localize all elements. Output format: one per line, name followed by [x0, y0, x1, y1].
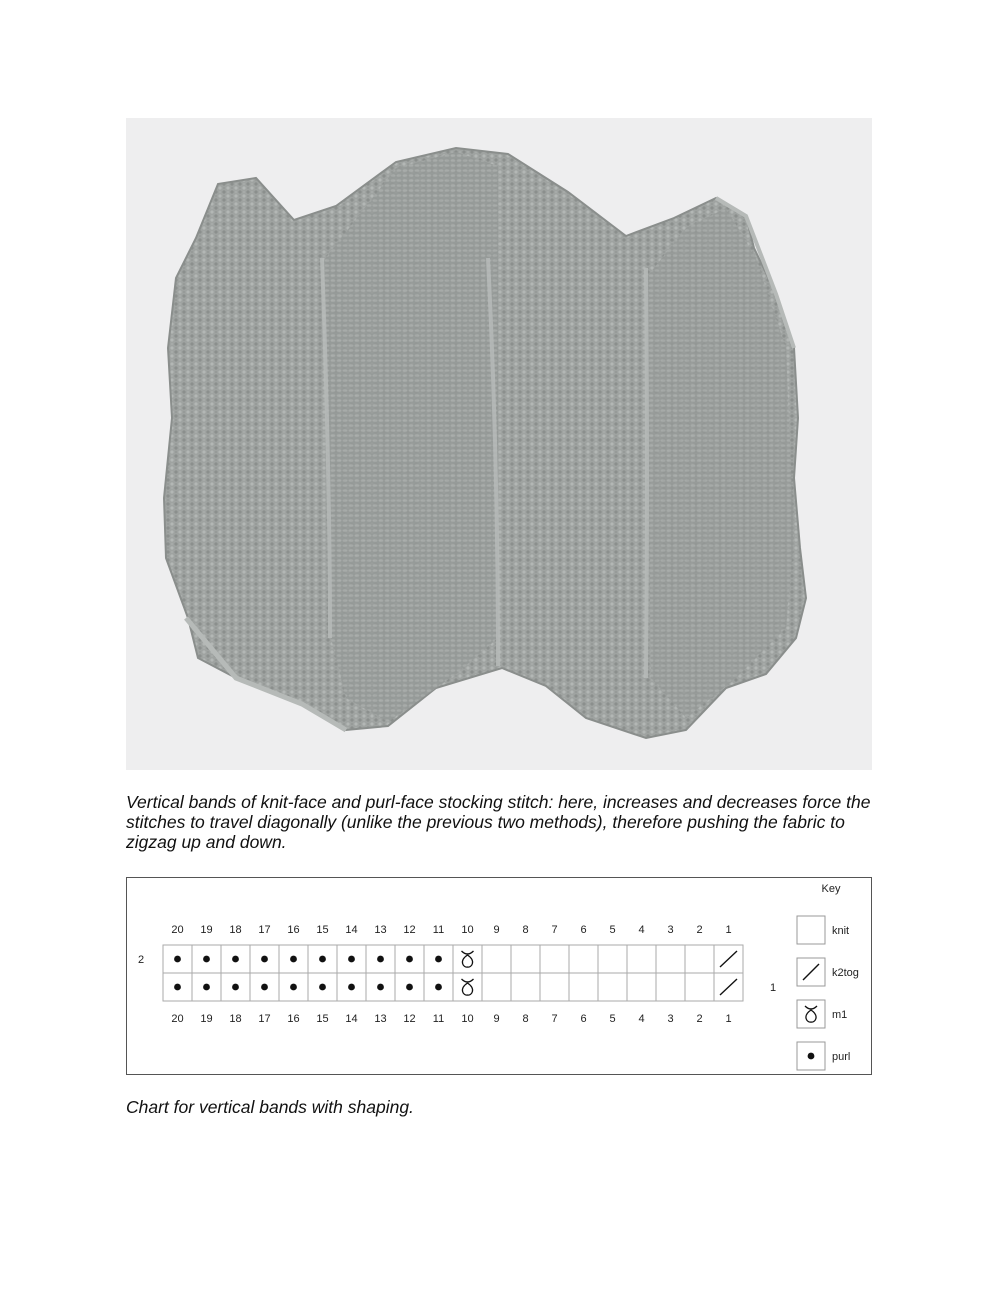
column-number-bottom: 5	[609, 1013, 616, 1025]
column-number-bottom: 6	[580, 1013, 587, 1025]
chart-cell	[598, 945, 627, 973]
purl-symbol	[232, 984, 239, 991]
key-label-purl: purl	[832, 1051, 851, 1063]
chart-cell	[453, 973, 482, 1001]
column-number-top: 9	[493, 924, 500, 936]
purl-symbol	[377, 984, 384, 991]
column-number-top: 7	[551, 924, 558, 936]
purl-symbol	[261, 984, 268, 991]
column-number-top: 8	[522, 924, 529, 936]
chart-cell	[540, 945, 569, 973]
purl-symbol	[174, 984, 181, 991]
chart-cell	[656, 945, 685, 973]
chart-cell	[685, 973, 714, 1001]
chart-cell	[598, 973, 627, 1001]
column-number-top: 17	[258, 924, 271, 936]
column-number-bottom: 10	[461, 1013, 474, 1025]
column-number-top: 18	[229, 924, 242, 936]
swatch-photo	[126, 118, 872, 770]
column-number-top: 16	[287, 924, 300, 936]
column-number-top: 4	[638, 924, 645, 936]
stitch-chart	[126, 877, 872, 1075]
purl-symbol	[808, 1053, 815, 1060]
row-number: 2	[137, 954, 145, 966]
chart-cell	[453, 945, 482, 973]
column-number-top: 14	[345, 924, 358, 936]
purl-symbol	[435, 956, 442, 963]
column-number-bottom: 1	[725, 1013, 732, 1025]
purl-symbol	[174, 956, 181, 963]
purl-symbol	[203, 956, 210, 963]
chart-caption: Chart for vertical bands with shaping.	[126, 1097, 414, 1117]
column-number-top: 19	[200, 924, 213, 936]
purl-symbol	[232, 956, 239, 963]
column-number-bottom: 12	[403, 1013, 416, 1025]
key-title: Key	[821, 883, 841, 895]
purl-symbol	[435, 984, 442, 991]
column-number-bottom: 4	[638, 1013, 645, 1025]
column-number-top: 1	[725, 924, 732, 936]
column-number-bottom: 17	[258, 1013, 271, 1025]
row-number: 1	[769, 982, 777, 994]
column-number-bottom: 8	[522, 1013, 529, 1025]
column-number-top: 12	[403, 924, 416, 936]
swatch-illustration	[126, 118, 872, 770]
column-number-bottom: 16	[287, 1013, 300, 1025]
column-number-bottom: 9	[493, 1013, 500, 1025]
key-label-m1: m1	[832, 1009, 848, 1021]
photo-caption: Vertical bands of knit-face and purl-face stocking stitch: here, increases and decreases force the stitches to travel diagonally (unlike the previous two methods), therefore pushing the fabric to zigzag up and down.	[126, 792, 871, 852]
purl-symbol	[290, 956, 297, 963]
purl-symbol	[377, 956, 384, 963]
band-2	[498, 200, 646, 714]
chart-cell	[656, 973, 685, 1001]
column-number-top: 13	[374, 924, 387, 936]
purl-symbol	[261, 956, 268, 963]
column-number-bottom: 11	[432, 1013, 445, 1025]
chart-cell	[685, 945, 714, 973]
key-swatch-knit	[797, 916, 825, 944]
key-label-knit: knit	[832, 925, 850, 937]
chart-cell	[482, 945, 511, 973]
purl-symbol	[319, 984, 326, 991]
column-number-bottom: 3	[667, 1013, 674, 1025]
chart-cell	[569, 973, 598, 1001]
purl-symbol	[348, 984, 355, 991]
column-number-bottom: 2	[696, 1013, 703, 1025]
chart-cell	[511, 945, 540, 973]
chart-cell	[540, 973, 569, 1001]
purl-symbol	[348, 956, 355, 963]
column-number-bottom: 7	[551, 1013, 558, 1025]
purl-symbol	[406, 984, 413, 991]
chart-cell	[569, 945, 598, 973]
chart-cell	[627, 945, 656, 973]
column-number-top: 10	[461, 924, 474, 936]
column-number-top: 2	[696, 924, 703, 936]
purl-symbol	[319, 956, 326, 963]
column-number-bottom: 13	[374, 1013, 387, 1025]
chart-cell	[627, 973, 656, 1001]
column-number-bottom: 14	[345, 1013, 358, 1025]
purl-symbol	[203, 984, 210, 991]
band-1	[324, 152, 498, 722]
purl-symbol	[406, 956, 413, 963]
column-number-top: 3	[667, 924, 674, 936]
stitch-chart-svg	[127, 878, 871, 1074]
key-label-k2tog: k2tog	[832, 967, 859, 979]
column-number-bottom: 15	[316, 1013, 329, 1025]
column-number-top: 5	[609, 924, 616, 936]
purl-symbol	[290, 984, 297, 991]
chart-cell	[511, 973, 540, 1001]
column-number-bottom: 19	[200, 1013, 213, 1025]
key-swatch-m1	[797, 1000, 825, 1028]
chart-cell	[482, 973, 511, 1001]
column-number-top: 20	[171, 924, 184, 936]
column-number-top: 11	[432, 924, 445, 936]
column-number-bottom: 18	[229, 1013, 242, 1025]
column-number-bottom: 20	[171, 1013, 184, 1025]
column-number-top: 15	[316, 924, 329, 936]
column-number-top: 6	[580, 924, 587, 936]
